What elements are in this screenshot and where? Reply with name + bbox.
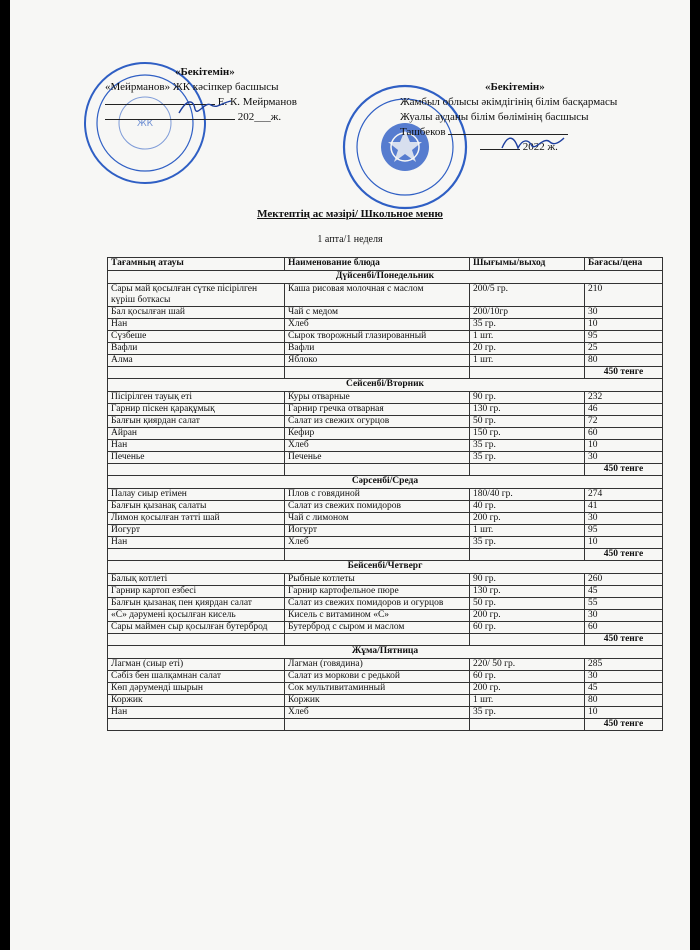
table-row: [108, 416, 663, 428]
cell-dish-kz: Сүзбеше: [108, 331, 285, 343]
header-portion: Шығымы/выход: [470, 258, 585, 271]
cell-dish-ru: Бутерброд с сыром и маслом: [285, 622, 470, 634]
week-label: 1 апта/1 неделя: [317, 234, 383, 245]
cell-portion: 50 гр.: [470, 416, 585, 428]
cell-dish-ru: Салат из моркови с редькой: [285, 671, 470, 683]
cell-portion: 130 гр.: [470, 586, 585, 598]
table-row: [108, 440, 663, 452]
cell-portion: 200 гр.: [470, 513, 585, 525]
cell-portion: 35 гр.: [470, 537, 585, 549]
table-row: [108, 452, 663, 464]
signature-right: [498, 132, 568, 156]
cell-portion: 60 гр.: [470, 671, 585, 683]
menu-table: [107, 257, 663, 731]
cell-dish-ru: Салат из свежих помидоров: [285, 501, 470, 513]
cell-portion: 35 гр.: [470, 319, 585, 331]
cell-dish-ru: Салат из свежих помидоров и огурцов: [285, 598, 470, 610]
day-title: Дүйсенбі/Понедельник: [108, 271, 663, 284]
cell-dish-kz: Гарнир піскен қарақұмық: [108, 404, 285, 416]
day-title: Сейсенбі/Вторник: [108, 379, 663, 392]
approval-title: «Бекітемін»: [485, 81, 545, 93]
cell-dish-kz: Лимон қосылған тәтті шай: [108, 513, 285, 525]
cell-dish-ru: Сырок творожный глазированный: [285, 331, 470, 343]
cell-dish-ru: Хлеб: [285, 440, 470, 452]
cell-portion: 220/ 50 гр.: [470, 659, 585, 671]
cell-dish-kz: Гарнир картоп езбесі: [108, 586, 285, 598]
cell-price: 45: [585, 683, 663, 695]
cell-dish-kz: Нан: [108, 440, 285, 452]
cell-portion: 200 гр.: [470, 610, 585, 622]
cell-price: 10: [585, 440, 663, 452]
cell-dish-ru: Чай с медом: [285, 307, 470, 319]
table-row: [108, 489, 663, 501]
table-row: [108, 659, 663, 671]
cell-dish-ru: Кисель с витамином «С»: [285, 610, 470, 622]
cell-price: 80: [585, 355, 663, 367]
cell-price: 260: [585, 574, 663, 586]
table-row: [108, 537, 663, 549]
table-row: [108, 343, 663, 355]
cell-price: 30: [585, 671, 663, 683]
cell-price: 95: [585, 331, 663, 343]
cell-portion: 90 гр.: [470, 392, 585, 404]
empty-cell: [470, 719, 585, 731]
cell-portion: 50 гр.: [470, 598, 585, 610]
approval-department: Жамбыл облысы әкімдігінің білім басқармасы: [400, 96, 618, 108]
table-row: [108, 586, 663, 598]
document-title: Мектептің ас мәзірі/ Школьное меню: [257, 208, 443, 220]
cell-price: 41: [585, 501, 663, 513]
svg-text:ЖК: ЖК: [136, 119, 154, 129]
cell-dish-kz: Коржик: [108, 695, 285, 707]
cell-dish-ru: Хлеб: [285, 537, 470, 549]
table-row: [108, 331, 663, 343]
cell-price: 45: [585, 586, 663, 598]
menu-table-body: [108, 271, 663, 731]
approval-position: Жуалы ауданы білім бөлімінің басшысы: [400, 111, 589, 123]
cell-dish-ru: Печенье: [285, 452, 470, 464]
cell-dish-ru: Гарнир гречка отварная: [285, 404, 470, 416]
cell-dish-ru: Плов с говядиной: [285, 489, 470, 501]
empty-cell: [285, 634, 470, 646]
table-row: [108, 501, 663, 513]
cell-dish-ru: Йогурт: [285, 525, 470, 537]
cell-portion: 150 гр.: [470, 428, 585, 440]
cell-dish-kz: Сары май қосылған сүтке пісірілген күріш боткасы: [108, 284, 285, 307]
cell-dish-kz: Нан: [108, 537, 285, 549]
table-row: [108, 525, 663, 537]
cell-dish-kz: Балғын қызанақ салаты: [108, 501, 285, 513]
empty-cell: [470, 367, 585, 379]
empty-cell: [108, 719, 285, 731]
cell-price: 30: [585, 452, 663, 464]
cell-portion: 1 шт.: [470, 355, 585, 367]
empty-cell: [470, 549, 585, 561]
empty-cell: [285, 719, 470, 731]
cell-dish-kz: Айран: [108, 428, 285, 440]
cell-dish-kz: «С» дәрумені қосылған кисель: [108, 610, 285, 622]
cell-portion: 90 гр.: [470, 574, 585, 586]
cell-portion: 40 гр.: [470, 501, 585, 513]
cell-dish-kz: Көп дәруменді шырын: [108, 683, 285, 695]
day-total: 450 тенге: [585, 634, 663, 646]
cell-dish-kz: Сәбіз бен шалқамнан салат: [108, 671, 285, 683]
cell-dish-kz: Балық котлеті: [108, 574, 285, 586]
cell-dish-ru: Вафли: [285, 343, 470, 355]
cell-portion: 35 гр.: [470, 440, 585, 452]
cell-price: 25: [585, 343, 663, 355]
cell-price: 80: [585, 695, 663, 707]
total-row: [108, 464, 663, 476]
empty-cell: [108, 464, 285, 476]
cell-dish-kz: Нан: [108, 319, 285, 331]
day-header-row: [108, 646, 663, 659]
signature-left: [175, 95, 235, 121]
table-row: [108, 683, 663, 695]
cell-portion: 200/5 гр.: [470, 284, 585, 307]
approval-signer: Ташбеков: [400, 126, 446, 138]
empty-cell: [470, 634, 585, 646]
empty-cell: [108, 634, 285, 646]
cell-portion: 130 гр.: [470, 404, 585, 416]
cell-dish-kz: Бал қосылған шай: [108, 307, 285, 319]
cell-dish-kz: Печенье: [108, 452, 285, 464]
cell-dish-ru: Рыбные котлеты: [285, 574, 470, 586]
cell-price: 30: [585, 513, 663, 525]
cell-portion: 20 гр.: [470, 343, 585, 355]
header-dish-kz: Тағамның атауы: [108, 258, 285, 271]
empty-cell: [470, 464, 585, 476]
cell-dish-kz: Лагман (сиыр еті): [108, 659, 285, 671]
cell-dish-ru: Яблоко: [285, 355, 470, 367]
cell-price: 55: [585, 598, 663, 610]
table-row: [108, 355, 663, 367]
total-row: [108, 719, 663, 731]
cell-dish-kz: Палау сиыр етімен: [108, 489, 285, 501]
cell-portion: 180/40 гр.: [470, 489, 585, 501]
cell-portion: 35 гр.: [470, 707, 585, 719]
table-row: [108, 513, 663, 525]
day-title: Бейсенбі/Четверг: [108, 561, 663, 574]
total-row: [108, 634, 663, 646]
table-row: [108, 695, 663, 707]
header-price: Бағасы/цена: [585, 258, 663, 271]
day-total: 450 тенге: [585, 719, 663, 731]
empty-cell: [285, 549, 470, 561]
cell-dish-ru: Сок мультивитаминный: [285, 683, 470, 695]
document-page: [10, 0, 690, 950]
cell-price: 30: [585, 610, 663, 622]
table-row: [108, 392, 663, 404]
day-title: Сәрсенбі/Среда: [108, 476, 663, 489]
day-header-row: [108, 379, 663, 392]
total-row: [108, 549, 663, 561]
table-header-row: [108, 258, 663, 271]
cell-price: 30: [585, 307, 663, 319]
cell-price: 274: [585, 489, 663, 501]
table-row: [108, 622, 663, 634]
empty-cell: [285, 464, 470, 476]
cell-dish-ru: Коржик: [285, 695, 470, 707]
table-row: [108, 319, 663, 331]
cell-dish-ru: Кефир: [285, 428, 470, 440]
cell-price: 72: [585, 416, 663, 428]
cell-dish-ru: Салат из свежих огурцов: [285, 416, 470, 428]
table-row: [108, 284, 663, 307]
cell-portion: 1 шт.: [470, 695, 585, 707]
cell-portion: 200/10гр: [470, 307, 585, 319]
cell-portion: 1 шт.: [470, 525, 585, 537]
approval-position: «Мейрманов» ЖК кәсіпкер басшысы: [105, 81, 279, 93]
cell-price: 10: [585, 319, 663, 331]
cell-dish-kz: Пісірілген тауық еті: [108, 392, 285, 404]
cell-price: 60: [585, 622, 663, 634]
cell-dish-kz: Йогурт: [108, 525, 285, 537]
cell-price: 10: [585, 707, 663, 719]
cell-price: 232: [585, 392, 663, 404]
empty-cell: [285, 367, 470, 379]
table-row: [108, 598, 663, 610]
table-row: [108, 707, 663, 719]
header-dish-ru: Наименование блюда: [285, 258, 470, 271]
day-header-row: [108, 476, 663, 489]
empty-cell: [108, 367, 285, 379]
day-total: 450 тенге: [585, 549, 663, 561]
cell-dish-kz: Балғын қызанақ пен қиярдан салат: [108, 598, 285, 610]
cell-dish-ru: Каша рисовая молочная с маслом: [285, 284, 470, 307]
cell-portion: 1 шт.: [470, 331, 585, 343]
empty-cell: [108, 549, 285, 561]
day-header-row: [108, 271, 663, 284]
cell-price: 210: [585, 284, 663, 307]
cell-portion: 200 гр.: [470, 683, 585, 695]
cell-price: 285: [585, 659, 663, 671]
day-header-row: [108, 561, 663, 574]
cell-dish-kz: Балғын қиярдан салат: [108, 416, 285, 428]
approval-title: «Бекітемін»: [175, 66, 235, 78]
cell-dish-kz: Вафли: [108, 343, 285, 355]
cell-dish-kz: Сары маймен сыр қосылған бутерброд: [108, 622, 285, 634]
table-row: [108, 428, 663, 440]
cell-portion: 60 гр.: [470, 622, 585, 634]
approval-signer: Е. К. Мейрманов: [217, 96, 297, 108]
table-row: [108, 671, 663, 683]
cell-dish-ru: Гарнир картофельное пюре: [285, 586, 470, 598]
cell-dish-kz: Нан: [108, 707, 285, 719]
day-total: 450 тенге: [585, 464, 663, 476]
cell-dish-kz: Алма: [108, 355, 285, 367]
table-row: [108, 574, 663, 586]
table-row: [108, 610, 663, 622]
cell-portion: 35 гр.: [470, 452, 585, 464]
cell-price: 10: [585, 537, 663, 549]
cell-dish-ru: Лагман (говядина): [285, 659, 470, 671]
cell-dish-ru: Хлеб: [285, 707, 470, 719]
day-title: Жұма/Пятница: [108, 646, 663, 659]
cell-dish-ru: Куры отварные: [285, 392, 470, 404]
table-row: [108, 404, 663, 416]
cell-dish-ru: Чай с лимоном: [285, 513, 470, 525]
day-total: 450 тенге: [585, 367, 663, 379]
table-row: [108, 307, 663, 319]
cell-dish-ru: Хлеб: [285, 319, 470, 331]
approval-date: 2022 ж.: [400, 140, 660, 155]
total-row: [108, 367, 663, 379]
cell-price: 95: [585, 525, 663, 537]
cell-price: 46: [585, 404, 663, 416]
approval-date: 202___ж.: [105, 110, 355, 125]
cell-price: 60: [585, 428, 663, 440]
